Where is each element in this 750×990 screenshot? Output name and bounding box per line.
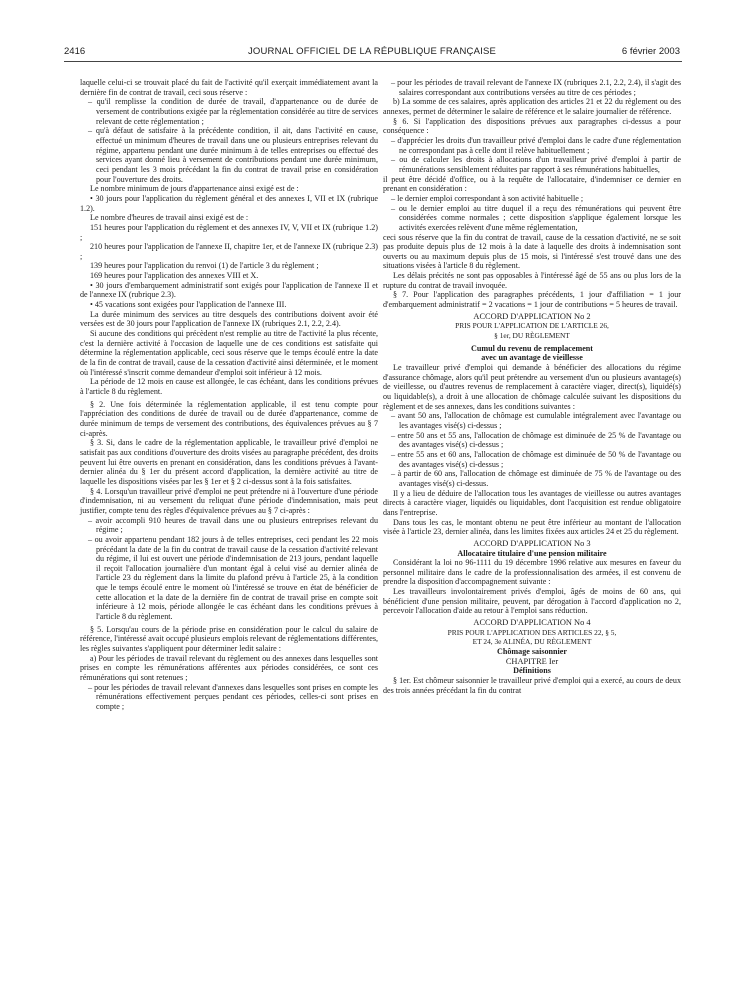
paragraph: La durée minimum des services au titre desquels des contributions doivent avoir été versées est de 30 jours pour l'application de l'annexe IX (rubriques 2.1, 2.2, 2.4).: [80, 309, 378, 329]
paragraph: § 1er. Est chômeur saisonnier le travailleur privé d'emploi qui a exercé, au cours de deux des trois années précédant la fin du contrat: [383, 676, 681, 695]
paragraph: – avoir accompli 910 heures de travail dans une ou plusieurs entreprises relevant du régime ;: [88, 515, 378, 535]
paragraph: § 4. Lorsqu'un travailleur privé d'emploi ne peut prétendre ni à l'ouverture d'une période d'indemnisation, ni au versement du reliquat d'une période d'indemnisation, mais peut justifier, compte tenu des règles d'équivalence prévues au § 7 ci-après :: [80, 486, 378, 515]
journal-title: JOURNAL OFFICIEL DE LA RÉPUBLIQUE FRANÇAISE: [247, 46, 497, 57]
paragraph: – entre 50 ans et 55 ans, l'allocation de chômage est diminuée de 25 % de l'avantage ou des avantages visé(s) ci-dessus ;: [391, 430, 681, 450]
paragraph: Les travailleurs involontairement privés d'emploi, âgés de moins de 60 ans, qui bénéficient d'une pension militaire, peuvent, par dérogation à l'accord d'application no 2, percevoir l'allocation d'aide au retour à l'emploi sans réduction.: [383, 587, 681, 616]
paragraph: • 30 jours d'embarquement administratif sont exigés pour l'application de l'annexe II et de l'annexe IX (rubrique 2.3).: [80, 280, 378, 300]
paragraph: – avant 50 ans, l'allocation de chômage est cumulable intégralement avec l'avantage ou les avantages visé(s) ci-dessus ;: [391, 411, 681, 430]
section-heading: ACCORD D'APPLICATION No 4: [473, 618, 591, 628]
paragraph: 210 heures pour l'application de l'annexe II, chapitre 1er, et de l'annexe IX (rubrique 2.3) ;: [80, 242, 378, 261]
paragraph: 151 heures pour l'application du règlement et des annexes IV, V, VII et IX (rubrique 1.2) ;: [80, 222, 378, 242]
paragraph: b) La somme de ces salaires, après application des articles 21 et 22 du règlement ou des annexes, permet de déterminer le salaire de référence et le salaire journalier de référence.: [383, 97, 681, 116]
section-heading: CHAPITRE Ier: [505, 656, 559, 666]
paragraph: La période de 12 mois en cause est allongée, le cas échéant, dans les conditions prévues à l'article 8 du règlement.: [80, 377, 378, 396]
section-heading: § 1er, DU RÈGLEMENT: [494, 331, 570, 341]
paragraph: Le travailleur privé d'emploi qui demande à bénéficier des allocations du régime d'assurance chômage, alors qu'il peut prétendre au versement d'un ou plusieurs avantage(s) de vieillesse, ou d'autres revenus de remplacement à caractère viager, direct(s), liquidé(s) ou liquidable(s), a droit à une allocation de chômage calculée suivant les dispositions du règlement et de ses annexes, dans les conditions suivantes :: [383, 363, 681, 411]
paragraph: Le nombre d'heures de travail ainsi exigé est de :: [90, 213, 249, 223]
paragraph: Dans tous les cas, le montant obtenu ne peut être inférieur au montant de l'allocation visée à l'article 23, dernier alinéa, dans les limites fixées aux articles 24 et 25 du règlement.: [383, 517, 681, 537]
paragraph: § 3. Si, dans le cadre de la réglementation applicable, le travailleur privé d'emploi ne satisfait pas aux conditions d'ouverture des droits visées au paragraphe précédent, des droits peuvent lui être ouverts en prenant en considération, dans les conditions prévues à l'avant-dernier alinéa du § 1er du présent accord d'application, la dernière activité au titre de laquelle les dispositions visées par les § 1er et § 2 ci-dessus sont à la fois satisfaites.: [80, 438, 378, 486]
left-column: [80, 78, 378, 712]
section-heading: Allocataire titulaire d'une pension militaire: [457, 548, 607, 558]
paragraph: Considérant la loi no 96-1111 du 19 décembre 1996 relative aux mesures en faveur du personnel militaire dans le cadre de la professionnalisation des armées, il est convenu de prendre la disposition d'accompagnement suivante :: [383, 558, 681, 587]
section-heading: PRIS POUR L'APPLICATION DES ARTICLES 22, § 5,: [447, 627, 617, 637]
page-header: [64, 46, 680, 62]
section-heading: Définitions: [513, 666, 551, 676]
paragraph: Il y a lieu de déduire de l'allocation tous les avantages de vieillesse ou autres avantages directs à caractère viager, liquidés ou liquidables, dont l'acquisition est rendue obligatoire dans l'entreprise.: [383, 488, 681, 517]
header-rule: [64, 61, 682, 62]
section-heading: ACCORD D'APPLICATION No 2: [473, 311, 591, 321]
paragraph: • 30 jours pour l'application du règlement général et des annexes I, VII et IX (rubrique 1.2).: [80, 193, 378, 213]
paragraph: – ou avoir appartenu pendant 182 jours à de telles entreprises, ceci pendant les 22 mois précédant la date de la fin du contrat de travail cause de la cessation d'activité relevant du régime, il lui est ouvert une période d'indemnisation de 213 jours, pendant laquelle il reçoit l'allocation journalière d'un montant égal à celui visé au dernier alinéa de l'article 23 du règlement dans la limite du plafond prévu à l'article 25, à la condition que le temps écoulé entre le moment où l'intéressé se trouve en état de bénéficier de cette allocation et la date de la dernière fin de contrat de travail prise en compte soit inférieure à 12 mois, période allongée le cas échéant dans les conditions prévues à l'article 8 du règlement.: [88, 534, 378, 622]
paragraph: – à partir de 60 ans, l'allocation de chômage est diminuée de 75 % de l'avantage ou des avantages visé(s) ci-dessus.: [391, 469, 681, 488]
paragraph: 139 heures pour l'application du renvoi (1) de l'article 3 du règlement ;: [90, 261, 319, 271]
paragraph: – le dernier emploi correspondant à son activité habituelle ;: [391, 193, 584, 203]
paragraph: Le nombre minimum de jours d'appartenance ainsi exigé est de :: [90, 184, 299, 194]
paragraph: a) Pour les périodes de travail relevant du règlement ou des annexes dans lesquelles sont prises en compte les rémunérations afférentes aux périodes considérées, ce sont ces rémunérations qui sont retenues ;: [80, 653, 378, 683]
paragraph: – d'apprécier les droits d'un travailleur privé d'emploi dans le cadre d'une réglementation ne correspondant pas à celle dont il relève habituellement ;: [391, 135, 681, 155]
paragraph: – qu'il remplisse la condition de durée de travail, d'appartenance ou de durée de versement de contributions exigée par la réglementation considérée au titre de services relevant de cette réglementation ;: [88, 97, 378, 126]
paragraph: – pour les périodes de travail relevant de l'annexe IX (rubriques 2.1, 2.2, 2.4), il s'agit des salaires correspondant aux contributions versées au titre de ces périodes ;: [391, 78, 681, 97]
paragraph: – ou de calculer les droits à allocations d'un travailleur privé d'emploi à partir de rémunérations sensiblement réduites par rapport à ses rémunérations habituelles,: [391, 155, 681, 174]
paragraph: laquelle celui-ci se trouvait placé du fait de l'activité qu'il exerçait immédiatement avant la dernière fin de contrat de travail, ceci sous réserve :: [80, 78, 378, 97]
section-heading: ET 24, 3e ALINÉA, DU RÈGLEMENT: [472, 637, 592, 647]
page-number: 2416: [64, 46, 86, 57]
paragraph: – pour les périodes de travail relevant d'annexes dans lesquelles sont prises en compte les rémunérations effectivement perçues pendant ces périodes, celles-ci sont prises en compte ;: [88, 682, 378, 711]
section-heading: avec un avantage de vieillesse: [481, 353, 583, 363]
paragraph: § 6. Si l'application des dispositions prévues aux paragraphes ci-dessus a pour conséquence :: [383, 116, 681, 136]
paragraph: • 45 vacations sont exigées pour l'application de l'annexe III.: [90, 300, 287, 310]
paragraph: § 7. Pour l'application des paragraphes précédents, 1 jour d'affiliation = 1 jour d'embarquement administratif = 2 vacations = 1 jour de contributions = 5 heures de travail.: [383, 290, 681, 310]
paragraph: ceci sous réserve que la fin du contrat de travail, cause de la cessation d'activité, ne se soit pas produite depuis plus de 12 mois à la date à laquelle des droits à indemnisation sont ouverts ou au maximum depuis plus de 15 mois, si l'intéressé s'est trouvé dans une des situations visées à l'article 8 du règlement.: [383, 232, 681, 271]
paragraph: Si aucune des conditions qui précèdent n'est remplie au titre de l'activité la plus récente, c'est la dernière activité à l'occasion de laquelle une de ces conditions est satisfaite qui détermine la réglementation applicable, ceci sous réserve que le temps écoulé entre la date de la fin de contrat de travail, cause de la cessation d'activité ainsi déterminée, et le moment où l'intéressé s'inscrit comme demandeur d'emploi soit inférieur à 12 mois.: [80, 329, 378, 377]
paragraph: Les délais précités ne sont pas opposables à l'intéressé âgé de 55 ans ou plus lors de la rupture du contrat de travail invoquée.: [383, 271, 681, 290]
section-heading: PRIS POUR L'APPLICATION DE L'ARTICLE 26,: [455, 321, 609, 331]
section-heading: Chômage saisonnier: [497, 647, 567, 657]
section-heading: Cumul du revenu de remplacement: [470, 343, 593, 353]
paragraph: il peut être décidé d'office, ou à la requête de l'allocataire, d'indemniser ce dernier en prenant en considération :: [383, 174, 681, 194]
paragraph: § 5. Lorsqu'au cours de la période prise en considération pour le calcul du salaire de référence, l'intéressé avait occupé plusieurs emplois relevant de réglementations différentes, les règles suivantes s'appliquent pour déterminer ledit salaire :: [80, 624, 378, 654]
paragraph: – entre 55 ans et 60 ans, l'allocation de chômage est diminuée de 50 % de l'avantage ou des avantages visé(s) ci-dessus ;: [391, 449, 681, 469]
paragraph: – qu'à défaut de satisfaire à la précédente condition, il ait, dans l'activité en cause, effectué un minimum d'heures de travail dans une ou plusieurs entreprises relevant du régime, appartenu pendant une durée minimum à de telles entreprises ou effectué des services ayant donné lieu à versement de contributions pendant une durée minimum, ceci pendant les 3 mois précédant la fin du contrat de travail prise en considération pour l'ouverture des droits.: [88, 126, 378, 184]
paragraph: 169 heures pour l'application des annexes VIII et X.: [90, 271, 259, 281]
paragraph: – ou le dernier emploi au titre duquel il a reçu des rémunérations qui peuvent être considérées comme normales ; cette disposition s'applique également lorsque les activités exercées relèvent d'une même réglementation,: [391, 203, 681, 232]
publication-date: 6 février 2003: [621, 46, 680, 57]
paragraph: § 2. Une fois déterminée la réglementation applicable, il est tenu compte pour l'appréciation des conditions de durée de travail ou de durée d'appartenance, comme de durée minimum de temps de versement des contributions, des équivalences prévues au § 7 ci-après.: [80, 399, 378, 438]
right-column: [383, 78, 681, 695]
section-heading: ACCORD D'APPLICATION No 3: [473, 538, 591, 548]
